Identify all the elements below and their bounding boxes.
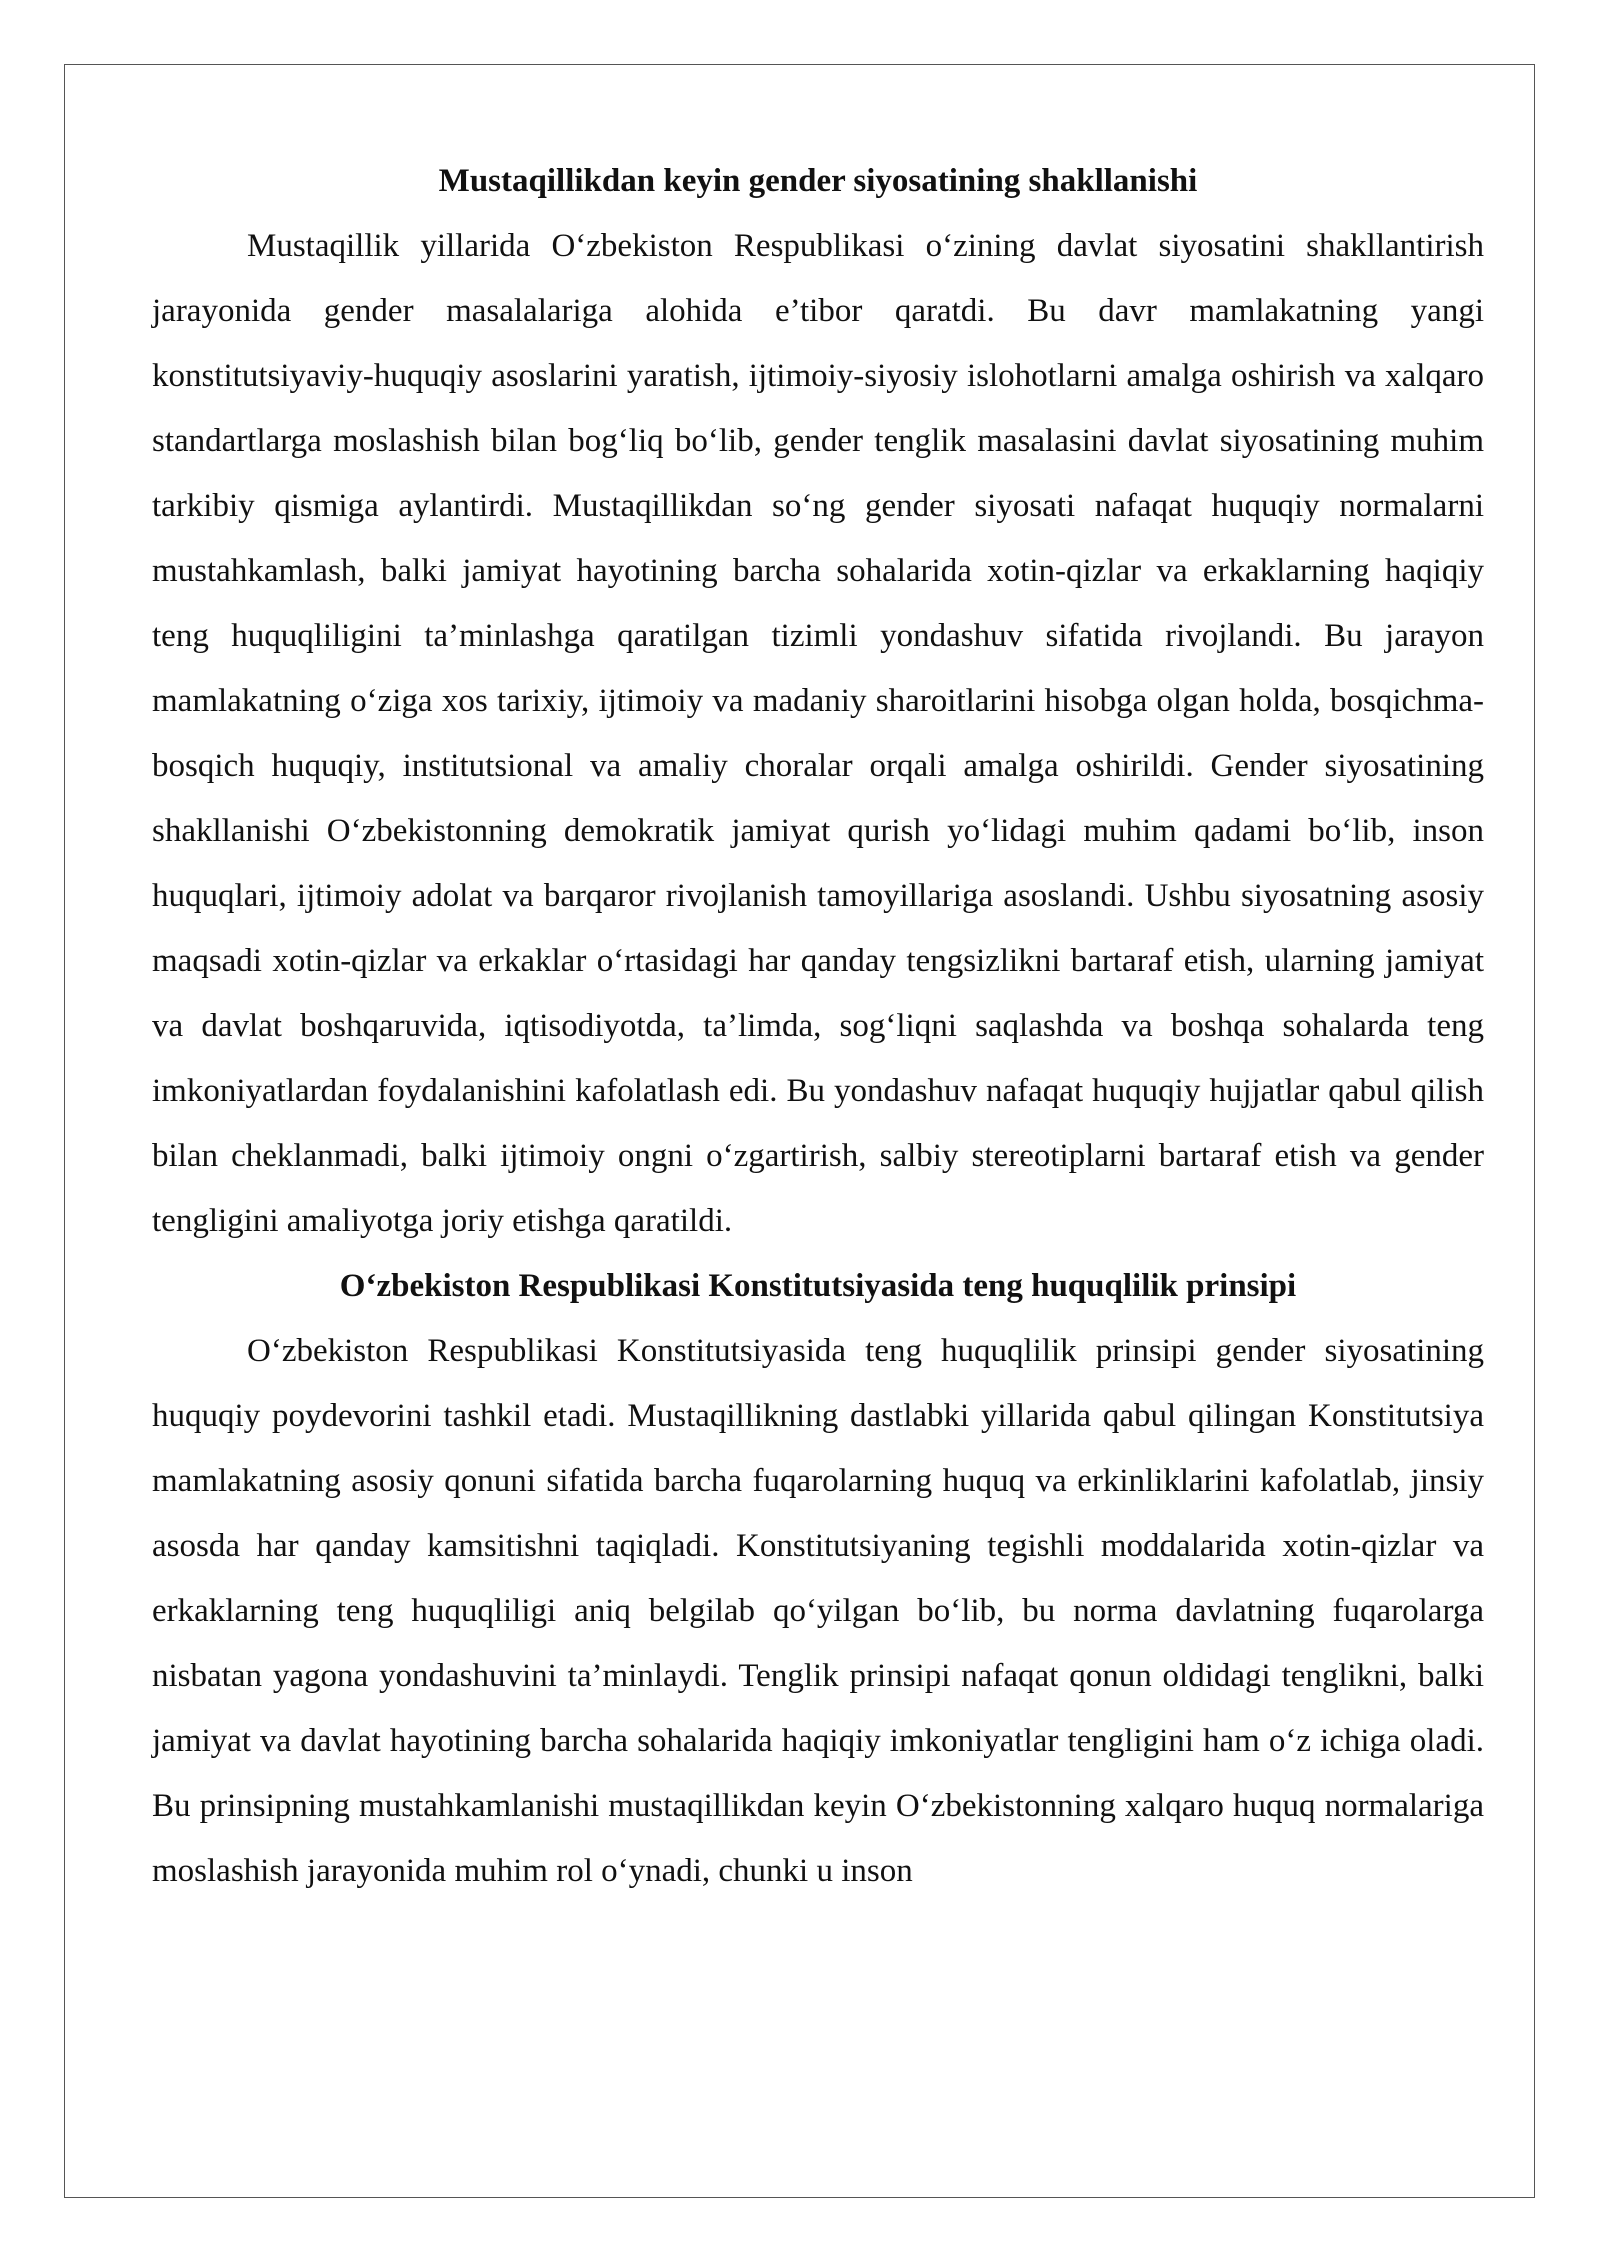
section-paragraph-gender-policy: Mustaqillik yillarida O‘zbekiston Respublikasi o‘zining davlat siyosatini shakllantirish jarayonida gender masalalariga alohida e’tibor qaratdi. Bu davr mamlakatning yangi konstitutsiyaviy-huquqiy asoslarini yaratish, ijtimoiy-siyosiy islohotlarni amalga oshirish va xalqaro standartlarga moslashish bilan bog‘liq bo‘lib, gender tenglik masalasini davlat siyosatining muhim tarkibiy qismiga aylantirdi. Mustaqillikdan so‘ng gender siyosati nafaqat huquqiy normalarni mustahkamlash, balki jamiyat hayotining barcha sohalarida xotin-qizlar va erkaklarning haqiqiy teng huquqliligini ta’minlashga qaratilgan tizimli yondashuv sifatida rivojlandi. Bu jarayon mamlakatning o‘ziga xos tarixiy, ijtimoiy va madaniy sharoitlarini hisobga olgan holda, bosqichma-bosqich huquqiy, institutsional va amaliy choralar orqali amalga oshirildi. Gender siyosatining shakllanishi O‘zbekistonning demokratik jamiyat qurish yo‘lidagi muhim qadami bo‘lib, inson huquqlari, ijtimoiy adolat va barqaror rivojlanish tamoyillariga asoslandi. Ushbu siyosatning asosiy maqsadi xotin-qizlar va erkaklar o‘rtasidagi har qanday tengsizlikni bartaraf etish, ularning jamiyat va davlat boshqaruvida, iqtisodiyotda, ta’limda, sog‘liqni saqlashda va boshqa sohalarda teng imkoniyatlardan foydalanishini kafolatlash edi. Bu yondashuv nafaqat huquqiy hujjatlar qabul qilish bilan cheklanmadi, balki ijtimoiy ongni o‘zgartirish, salbiy stereotiplarni bartaraf etish va gender tengligini amaliyotga joriy etishga qaratildi. [152, 228, 1484, 1239]
section-heading-constitution: O‘zbekiston Respublikasi Konstitutsiyasida teng huquqlilik prinsipi [339, 1268, 1297, 1304]
section-paragraph-constitution: O‘zbekiston Respublikasi Konstitutsiyasida teng huquqlilik prinsipi gender siyosatining huquqiy poydevorini tashkil etadi. Mustaqillikning dastlabki yillarida qabul qilingan Konstitutsiya mamlakatning asosiy qonuni sifatida barcha fuqarolarning huquq va erkinliklarini kafolatlab, jinsiy asosda har qanday kamsitishni taqiqladi. Konstitutsiyaning tegishli moddalarida xotin-qizlar va erkaklarning teng huquqliligi aniq belgilab qo‘yilgan bo‘lib, bu norma davlatning fuqarolarga nisbatan yagona yondashuvini ta’minlaydi. Tenglik prinsipi nafaqat qonun oldidagi tenglikni, balki jamiyat va davlat hayotining barcha sohalarida haqiqiy imkoniyatlar tengligini ham o‘z ichiga oladi. Bu prinsipning mustahkamlanishi mustaqillikdan keyin O‘zbekistonning xalqaro huquq normalariga moslashish jarayonida muhim rol o‘ynadi, chunki u inson [152, 1333, 1484, 1889]
document-body [152, 149, 1484, 1904]
section-heading-gender-policy: Mustaqillikdan keyin gender siyosatining shakllanishi [438, 163, 1198, 199]
